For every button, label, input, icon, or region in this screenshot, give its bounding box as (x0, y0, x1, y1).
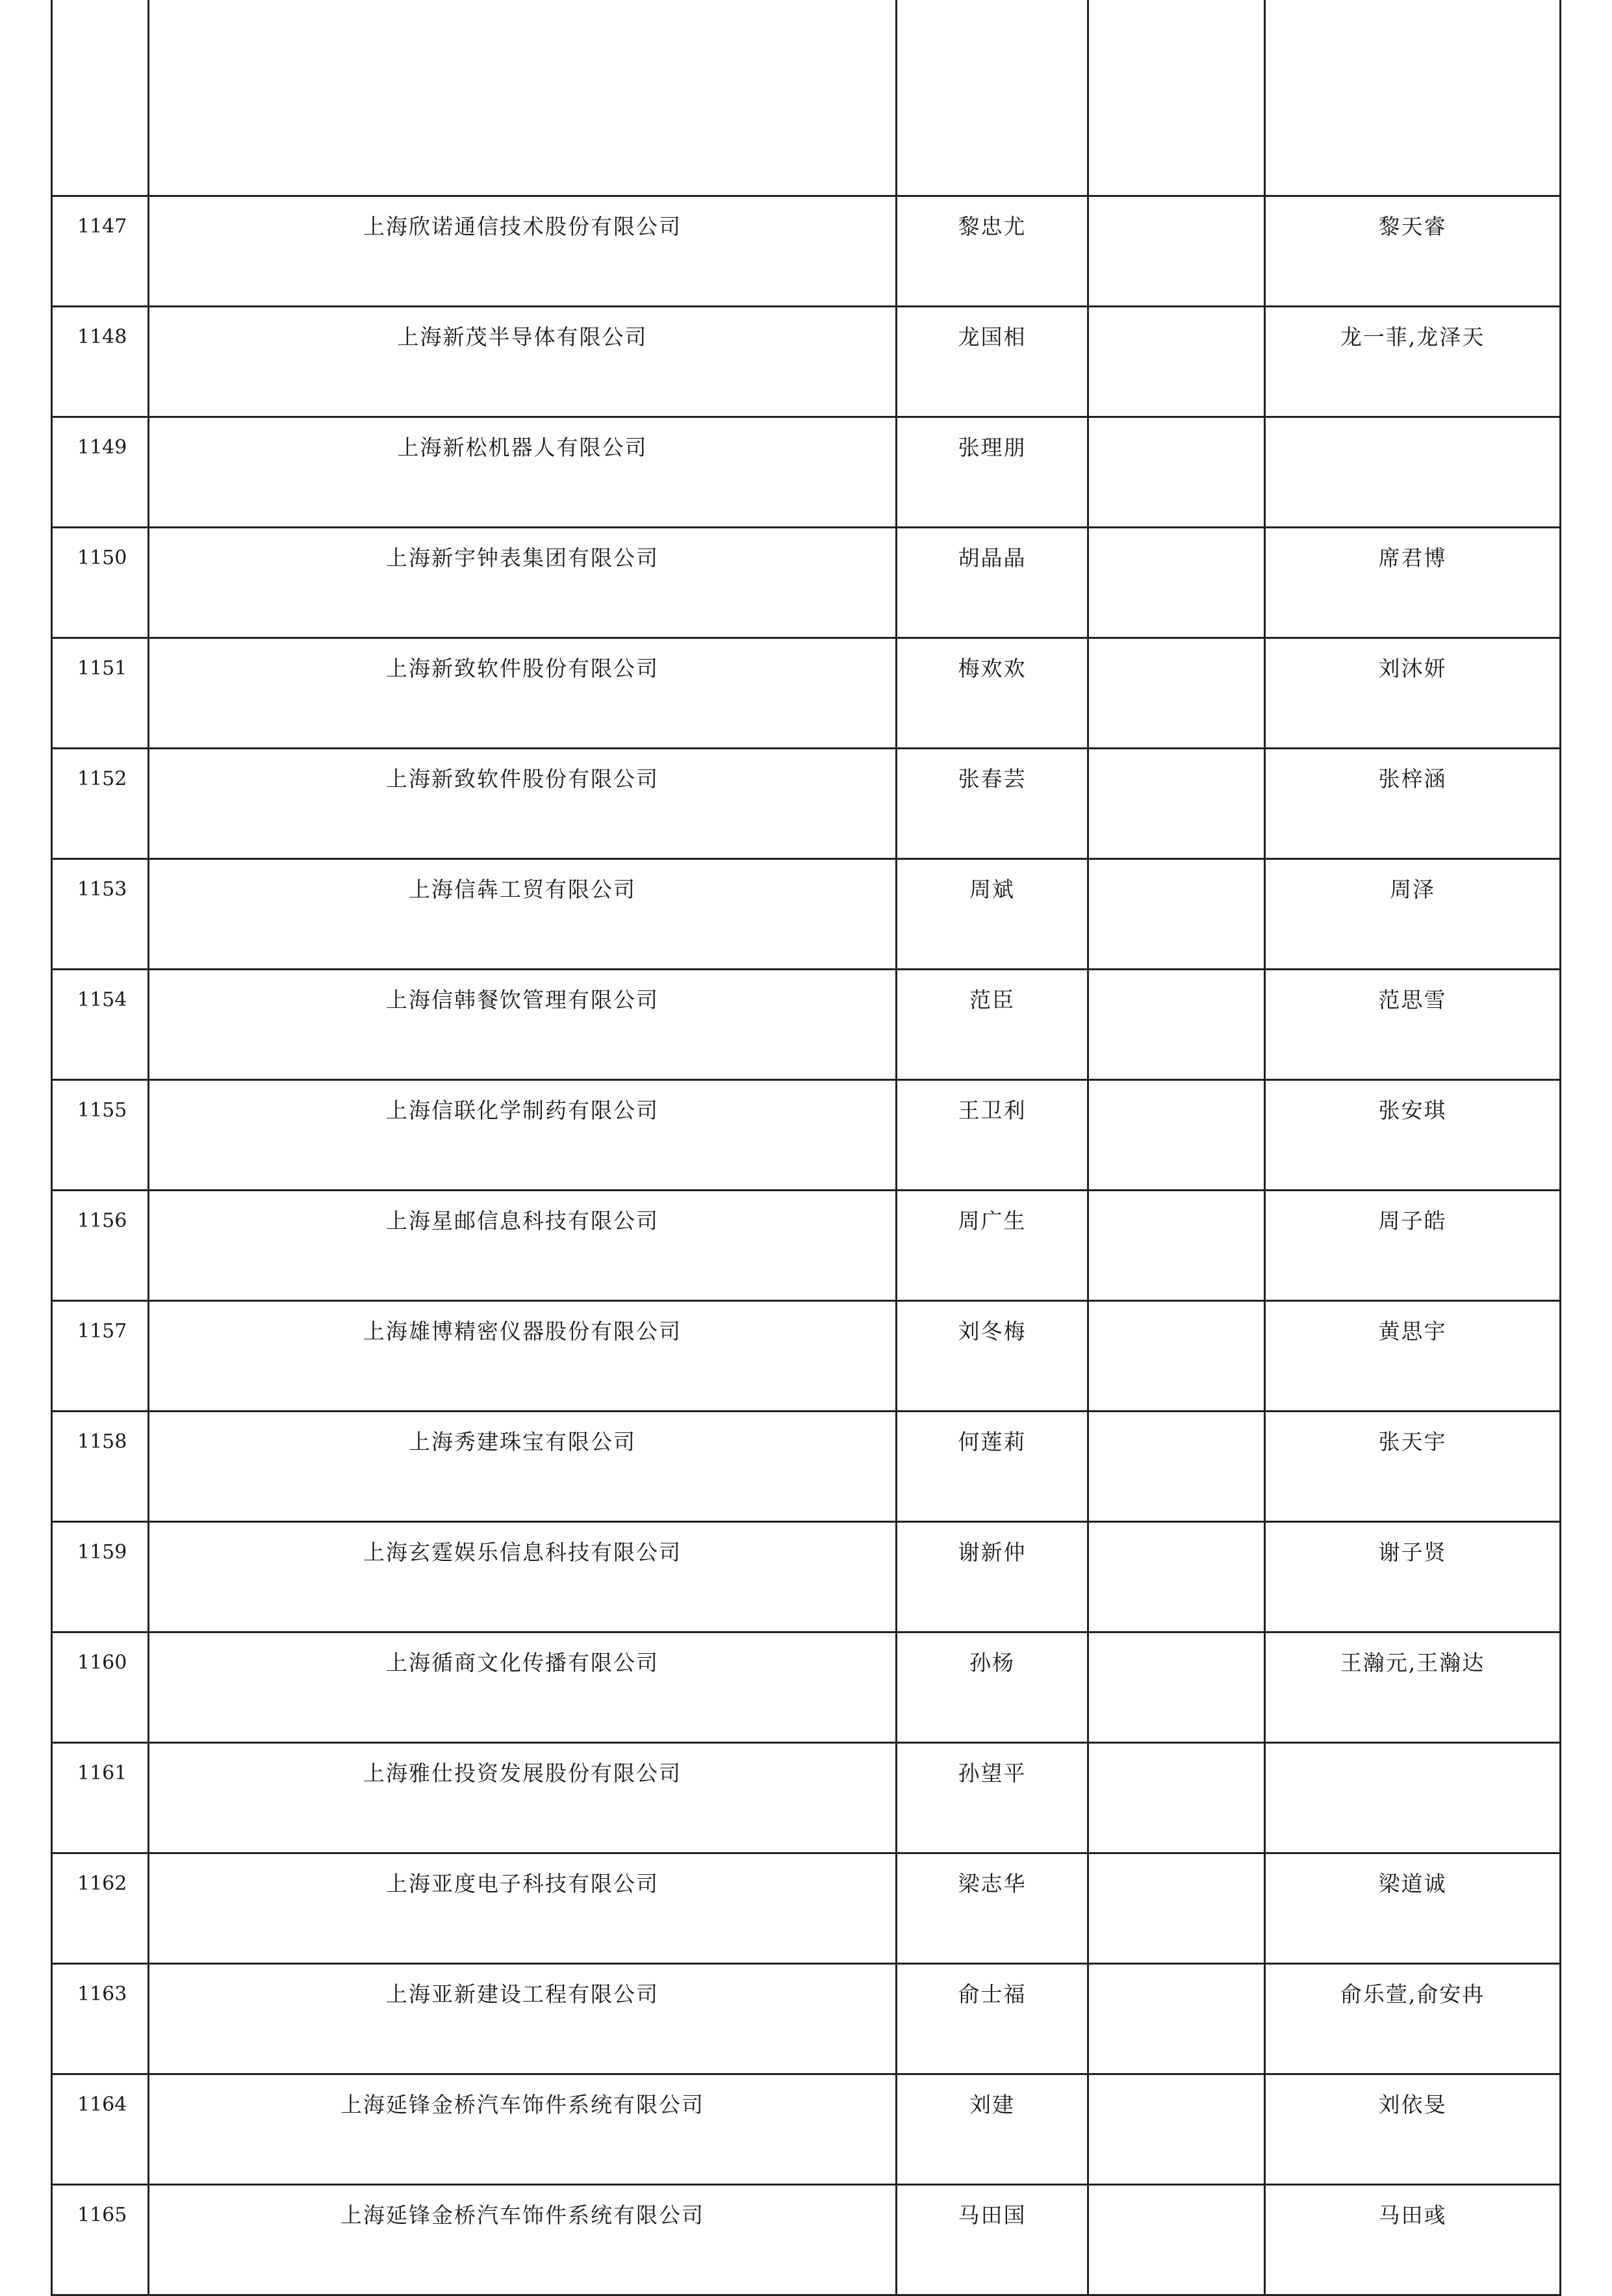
empty-cell (1088, 1301, 1265, 1412)
empty-cell (1088, 859, 1265, 970)
children-names (1265, 1743, 1561, 1853)
empty-cell (1088, 2074, 1265, 2185)
company-name: 上海亚度电子科技有限公司 (149, 1853, 897, 1964)
empty-cell (1088, 1191, 1265, 1301)
spacer-cell (1088, 0, 1265, 196)
children-names: 张天宇 (1265, 1412, 1561, 1522)
empty-cell (1088, 1853, 1265, 1964)
children-names: 谢子贤 (1265, 1522, 1561, 1632)
children-names: 张梓涵 (1265, 749, 1561, 859)
company-name: 上海延锋金桥汽车饰件系统有限公司 (149, 2074, 897, 2185)
table-row (52, 1964, 1561, 2074)
company-name: 上海新松机器人有限公司 (149, 417, 897, 528)
table-row (52, 1191, 1561, 1301)
row-number: 1155 (52, 1080, 149, 1191)
table-row (52, 970, 1561, 1080)
row-number: 1156 (52, 1191, 149, 1301)
company-name: 上海信韩餐饮管理有限公司 (149, 970, 897, 1080)
table-row (52, 307, 1561, 417)
employee-name: 范臣 (897, 970, 1088, 1080)
employee-name: 胡晶晶 (897, 528, 1088, 638)
table-row (52, 1522, 1561, 1632)
company-name: 上海雅仕投资发展股份有限公司 (149, 1743, 897, 1853)
children-names: 黄思宇 (1265, 1301, 1561, 1412)
empty-cell (1088, 1964, 1265, 2074)
table-row (52, 638, 1561, 749)
children-names: 周泽 (1265, 859, 1561, 970)
empty-cell (1088, 2185, 1265, 2295)
spacer-cell (1265, 0, 1561, 196)
company-name: 上海欣诺通信技术股份有限公司 (149, 196, 897, 307)
employee-name: 刘冬梅 (897, 1301, 1088, 1412)
employee-name: 何莲莉 (897, 1412, 1088, 1522)
table-row (52, 1743, 1561, 1853)
table-row (52, 2185, 1561, 2295)
table-row (52, 417, 1561, 528)
company-name: 上海信犇工贸有限公司 (149, 859, 897, 970)
empty-cell (1088, 1743, 1265, 1853)
table-row (52, 1632, 1561, 1743)
roster-table (51, 0, 1561, 2296)
company-name: 上海新致软件股份有限公司 (149, 638, 897, 749)
row-number: 1164 (52, 2074, 149, 2185)
children-names: 周子皓 (1265, 1191, 1561, 1301)
company-name: 上海循商文化传播有限公司 (149, 1632, 897, 1743)
children-names: 龙一菲,龙泽天 (1265, 307, 1561, 417)
table-row (52, 859, 1561, 970)
row-number: 1165 (52, 2185, 149, 2295)
employee-name: 周斌 (897, 859, 1088, 970)
row-number: 1157 (52, 1301, 149, 1412)
employee-name: 梁志华 (897, 1853, 1088, 1964)
children-names: 范思雪 (1265, 970, 1561, 1080)
empty-cell (1088, 417, 1265, 528)
children-names: 梁道诚 (1265, 1853, 1561, 1964)
empty-cell (1088, 1632, 1265, 1743)
employee-name: 孙杨 (897, 1632, 1088, 1743)
children-names: 马田彧 (1265, 2185, 1561, 2295)
table-row (52, 528, 1561, 638)
spacer-cell (52, 0, 149, 196)
employee-name: 马田国 (897, 2185, 1088, 2295)
children-names: 黎天睿 (1265, 196, 1561, 307)
spacer-cell (149, 0, 897, 196)
employee-name: 刘建 (897, 2074, 1088, 2185)
row-number: 1160 (52, 1632, 149, 1743)
table-row (52, 2074, 1561, 2185)
company-name: 上海玄霆娱乐信息科技有限公司 (149, 1522, 897, 1632)
top-margin-row (52, 0, 1561, 196)
children-names: 张安琪 (1265, 1080, 1561, 1191)
employee-name: 王卫利 (897, 1080, 1088, 1191)
row-number: 1152 (52, 749, 149, 859)
empty-cell (1088, 307, 1265, 417)
table-row (52, 1301, 1561, 1412)
company-name: 上海延锋金桥汽车饰件系统有限公司 (149, 2185, 897, 2295)
row-number: 1163 (52, 1964, 149, 2074)
children-names: 刘沐妍 (1265, 638, 1561, 749)
row-number: 1153 (52, 859, 149, 970)
row-number: 1158 (52, 1412, 149, 1522)
employee-name: 孙望平 (897, 1743, 1088, 1853)
row-number: 1149 (52, 417, 149, 528)
spacer-cell (897, 0, 1088, 196)
children-names (1265, 417, 1561, 528)
children-names: 王瀚元,王瀚达 (1265, 1632, 1561, 1743)
company-name: 上海亚新建设工程有限公司 (149, 1964, 897, 2074)
employee-name: 龙国相 (897, 307, 1088, 417)
company-name: 上海雄博精密仪器股份有限公司 (149, 1301, 897, 1412)
company-name: 上海新茂半导体有限公司 (149, 307, 897, 417)
employee-name: 谢新仲 (897, 1522, 1088, 1632)
employee-name: 俞士福 (897, 1964, 1088, 2074)
row-number: 1148 (52, 307, 149, 417)
row-number: 1162 (52, 1853, 149, 1964)
empty-cell (1088, 749, 1265, 859)
row-number: 1154 (52, 970, 149, 1080)
company-name: 上海星邮信息科技有限公司 (149, 1191, 897, 1301)
children-names: 俞乐萱,俞安冉 (1265, 1964, 1561, 2074)
company-name: 上海新致软件股份有限公司 (149, 749, 897, 859)
empty-cell (1088, 1522, 1265, 1632)
row-number: 1150 (52, 528, 149, 638)
employee-name: 梅欢欢 (897, 638, 1088, 749)
empty-cell (1088, 638, 1265, 749)
employee-name: 周广生 (897, 1191, 1088, 1301)
table-row (52, 1853, 1561, 1964)
company-name: 上海秀建珠宝有限公司 (149, 1412, 897, 1522)
employee-name: 黎忠尤 (897, 196, 1088, 307)
children-names: 席君博 (1265, 528, 1561, 638)
empty-cell (1088, 1080, 1265, 1191)
children-names: 刘依旻 (1265, 2074, 1561, 2185)
empty-cell (1088, 196, 1265, 307)
row-number: 1151 (52, 638, 149, 749)
row-number: 1161 (52, 1743, 149, 1853)
employee-name: 张理朋 (897, 417, 1088, 528)
table-row (52, 1080, 1561, 1191)
row-number: 1147 (52, 196, 149, 307)
table-row (52, 196, 1561, 307)
table-row (52, 1412, 1561, 1522)
roster-body (52, 0, 1561, 2295)
empty-cell (1088, 1412, 1265, 1522)
row-number: 1159 (52, 1522, 149, 1632)
table-row (52, 749, 1561, 859)
company-name: 上海新宇钟表集团有限公司 (149, 528, 897, 638)
empty-cell (1088, 970, 1265, 1080)
company-name: 上海信联化学制药有限公司 (149, 1080, 897, 1191)
employee-name: 张春芸 (897, 749, 1088, 859)
empty-cell (1088, 528, 1265, 638)
